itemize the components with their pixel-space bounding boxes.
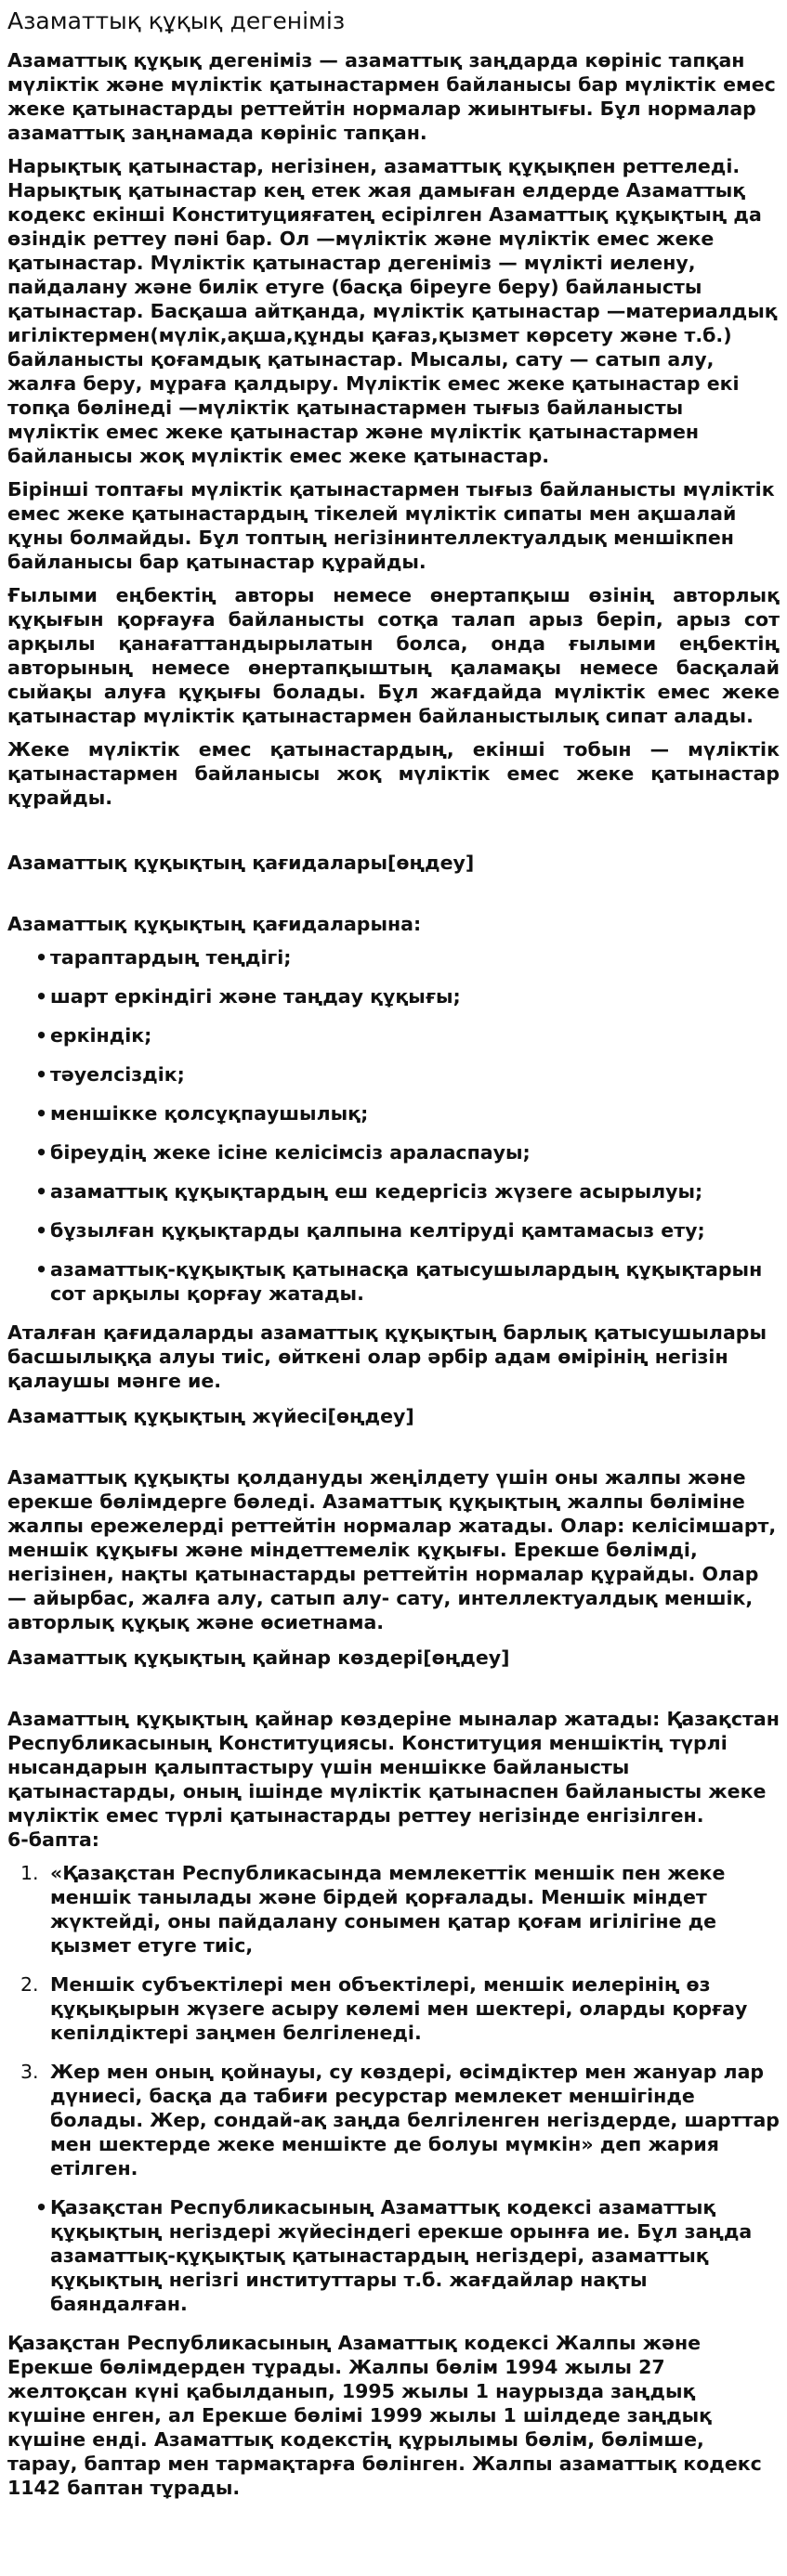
system-heading: Азаматтық құқықтың жүйесі[өңдеу] xyxy=(7,1405,414,1427)
article-item-1 xyxy=(20,1861,780,1958)
intro-paragraph-5: Жеке мүліктік емес қатынастардың, екінші тобын — мүліктік қатынастармен байланысы жоқ мүліктік емес жеке қатынастар құрайды. xyxy=(7,738,780,809)
intro-paragraph-1: Азаматтық құқық дегеніміз — азаматтық заңдарда көрініс тапқан мүліктік және мүліктік қатынастармен байланысы бар мүліктік емес жеке қатынастарды реттейтін нормалар жиынтығы. Бұл нормалар азаматтық заңнамада көрініс тапқан. xyxy=(7,49,776,144)
article-item-3 xyxy=(20,2060,780,2180)
intro-paragraph-3: Бірінші топтағы мүліктік қатынастармен тығыз байланысты мүліктік емес жеке қатынастардың тікелей мүліктік сипаты мен ақшалай құны болмайды. Бұл топтың негізінинтеллектуалдық меншікпен байланысы бар қатынастар құрайды. xyxy=(7,478,775,573)
civil-code-bullet xyxy=(35,2195,780,2316)
principle-item: • бұзылған құқықтарды қалпына келтіруді қамтамасыз ету; xyxy=(35,1218,780,1242)
list-marker: 2. xyxy=(20,1973,39,1996)
article-item-text: «Қазақстан Республикасында мемлекеттік меншік пен жеке меншік танылады және бірдей қорғалады. Меншік міндет жүктейді, оны пайдалану сонымен қатар қоғам игілігіне де қызмет етуге тиіс, xyxy=(50,1862,726,1957)
list-marker: 3. xyxy=(20,2061,39,2083)
principle-item: • азаматтық-құқықтық қатынасқа қатысушылардың құқықтарын сот арқылы қорғау жатады. xyxy=(35,1257,780,1306)
list-marker: 1. xyxy=(20,1862,39,1884)
system-paragraph: Азаматтық құқықты қолдануды жеңілдету үшін оны жалпы және ерекше бөлімдерге бөледі. Азаматтық құқықтың жалпы бөліміне жалпы ережелерді реттейтін нормалар жатады. Олар: келісімшарт, меншік құқығы және міндеттемелік құқығы. Ерекше бөлімді, негізінен, нақты қатынастарды реттейтін нормалар құрайды. Олар — айырбас, жалға алу, сатып алу- сату, интеллектуалдық меншік, авторлық құқық және өсиетнама. xyxy=(7,1466,777,1633)
sources-paragraph: Азаматтың құқықтың қайнар көздеріне мыналар жатады: Қазақстан Республикасының Конституциясы. Конституция меншіктің түрлі нысандарын қалыптастыру үшін меншікке байланысты қатынастарды, оның ішінде мүліктік қатынаспен байланысты жеке мүліктік емес түрлі қатынастарды реттеу негізінде енгізілген. xyxy=(7,1708,780,1827)
article-label: 6-бапта: xyxy=(7,1828,99,1851)
principle-item: • меншікке қолсұқпаушылық; xyxy=(35,1101,780,1125)
sources-heading: Азаматтық құқықтың қайнар көздері[өңдеу] xyxy=(7,1646,510,1669)
article-item-text: Жер мен оның қойнауы, су көздері, өсімдіктер мен жануар лар дүниесі, басқа да табиғи ресурстар мемлекет меншігінде болады. Жер, сондай-ақ заңда белгіленген негіздерде, шарттар мен шектерде жеке меншікте де болуы мүмкін» деп жария етілген. xyxy=(50,2061,780,2179)
principle-item: • шарт еркіндігі және таңдау құқығы; xyxy=(35,984,780,1008)
intro-paragraph-2: Нарықтық қатынастар, негізінен, азаматтық құқықпен реттеледі. Нарықтық қатынастар кең етек жая дамыған елдерде Азаматтық кодекс екінші Конституцияғатең есірілген Азаматтық құқықтың да өзіндік реттеу пәні бар. Ол —мүліктік және мүліктік емес жеке қатынастар. Мүліктік қатынастар дегеніміз — мүлікті иелену, пайдалану және билік етуге (басқа біреуге беру) байланысты қатынастар. Басқаша айтқанда, мүліктік қатынастар —материалдық игіліктермен(мүлік,ақша,құнды қағаз,қызмет көрсету және т.б.) байланысты қоғамдық қатынастар. Мысалы, сату — сатып алу, жалға беру, мұраға қалдыру. Мүліктік емес жеке қатынастар екі топқа бөлінеді —мүліктік қатынастармен тығыз байланысты мүліктік емес жеке қатынастар және мүліктік қатынастармен байланысы жоқ мүліктік емес жеке қатынастар. xyxy=(7,155,778,467)
principles-heading: Азаматтық құқықтың қағидалары[өңдеу] xyxy=(7,852,475,874)
principle-item: • тәуелсіздік; xyxy=(35,1062,780,1086)
principles-list xyxy=(7,945,780,1306)
article-item-2 xyxy=(20,1972,780,2045)
principle-item: • азаматтық құқықтардың еш кедергісіз жүзеге асырылуы; xyxy=(35,1179,780,1203)
article-item-text: Қазақстан Республикасының Азаматтық кодексі азаматтық құқықтың негіздері жүйесіндегі ерекше орынға ие. Бұл заңда азаматтық-құқықтық қатынастардың негіздері, азаматтық құқықтың негізгі институттары т.б. жағдайлар нақты баяндалған. xyxy=(50,2196,753,2315)
principles-subheading: Азаматтық құқықтың қағидаларына: xyxy=(7,913,422,935)
principles-closing: Аталған қағидаларды азаматтық құқықтың барлық қатысушылары басшылыққа алуы тиіс, өйткені олар әрбір адам өмірінің негізін қалаушы мәнге ие. xyxy=(7,1321,767,1392)
intro-paragraph-4: Ғылыми еңбектің авторы немесе өнертапқыш өзінің авторлық құқығын қорғауға байланысты сотқа талап арыз беріп, арыз сот арқылы қанағаттандырылатын болса, онда ғылыми еңбектің авторының немесе өнертапқыштың қаламақы немесе басқалай сыйақы алуға құқығы болады. Бұл жағдайда мүліктік емес жеке қатынастар мүліктік қатынастармен байланыстылық сипат алады. xyxy=(7,584,780,727)
article-item-text: Меншік субъектілері мен объектілері, меншік иелерінің өз құқықырын жүзеге асыру көлемі мен шектері, оларды қорғау кепілдіктері заңмен белгіленеді. xyxy=(50,1973,748,2044)
article-items-list xyxy=(7,1861,780,2316)
code-structure-paragraph: Қазақстан Республикасының Азаматтық кодексі Жалпы және Ерекше бөлімдерден тұрады. Жалпы бөлім 1994 жылы 27 желтоқсан күні қабылданып, 1995 жылы 1 наурызда заңдық күшіне енген, ал Ерекше бөлімі 1999 жылы 1 шілдеде заңдық күшіне енді. Азаматтық кодекстің құрылымы бөлім, бөлімше, тарау, баптар мен тармақтарға бөлінген. Жалпы азаматтық кодекс 1142 баптан тұрады. xyxy=(7,2332,762,2499)
page-title: Азаматтық құқық дегеніміз xyxy=(7,7,346,34)
principle-item: • еркіндік; xyxy=(35,1023,780,1047)
principle-item: • біреудің жеке ісіне келісімсіз араласпауы; xyxy=(35,1140,780,1164)
principle-item: • тараптардың теңдігі; xyxy=(35,945,780,969)
bullet-marker: • xyxy=(35,2196,48,2218)
